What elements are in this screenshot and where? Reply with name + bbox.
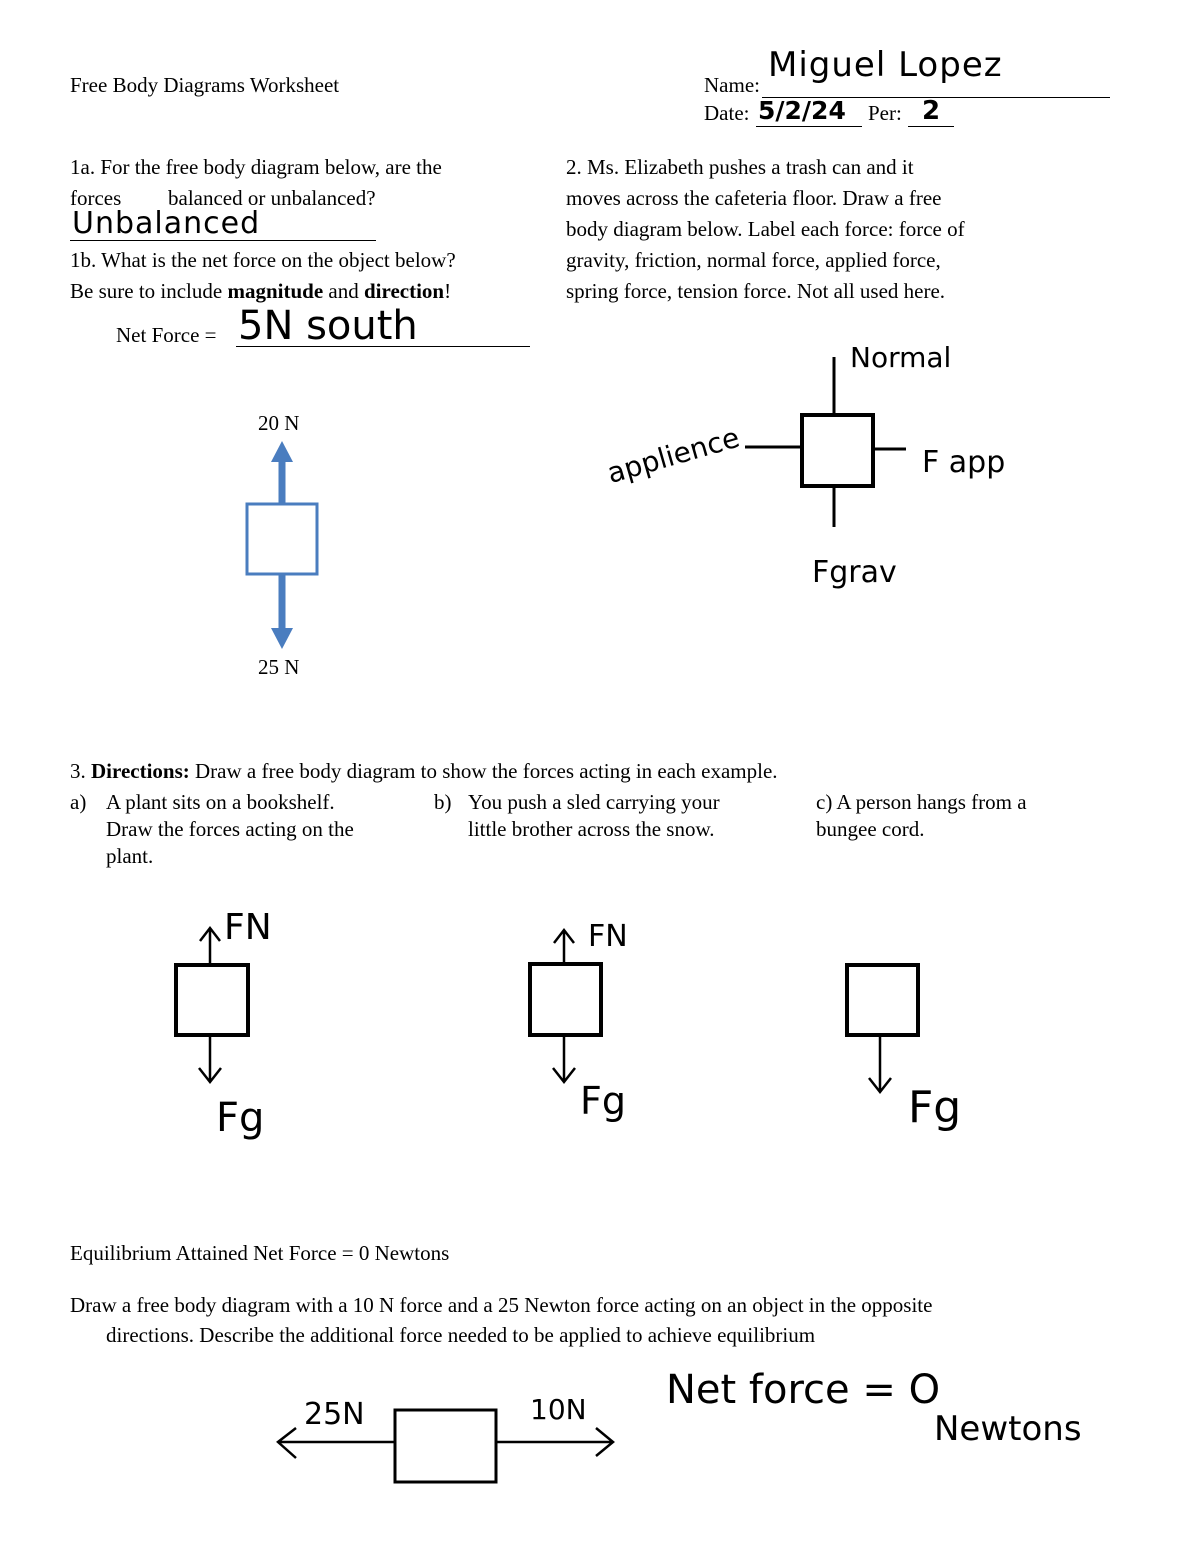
q1-top-force-label: 20 N [258,411,300,435]
worksheet-title: Free Body Diagrams Worksheet [70,73,340,97]
period-label: Per: [868,101,902,125]
q2-line-3: body diagram below. Label each force: force of [566,217,965,241]
q4-left-label: 25N [304,1397,365,1432]
equilibrium-line: Equilibrium Attained Net Force = 0 Newtons [70,1241,450,1265]
q2-line-2: moves across the cafeteria floor. Draw a free [566,186,942,210]
q4-answer-line-1: Net force = O [666,1367,941,1413]
net-force-label: Net Force = [116,323,217,347]
q2-line-5: spring force, tension force. Not all used here. [566,279,946,303]
name-answer: Miguel Lopez [768,45,1003,85]
q2-label-normal: Normal [850,341,952,374]
q3-directions: 3. Directions: Draw a free body diagram to show the forces acting in each example. [70,759,778,783]
q3a-line-3: plant. [106,844,154,868]
q3a-label-fg: Fg [216,1095,265,1141]
q3b-label-fn: FN [588,919,628,954]
q4-object-box [395,1410,496,1482]
q3b-line-2: little brother across the snow. [468,817,715,841]
period-answer: 2 [922,96,941,126]
q3a-line-2: Draw the forces acting on the [106,817,354,841]
q3c-label-fg: Fg [908,1082,962,1133]
q3c-line-2: bungee cord. [816,817,925,841]
q2-line-1: 2. Ms. Elizabeth pushes a trash can and it [566,155,914,179]
name-label: Name: [704,73,760,97]
date-label: Date: [704,101,750,125]
q4-right-arrow [497,1428,613,1456]
q2-label-fapp: F app [922,445,1006,480]
q3a-line-1: A plant sits on a bookshelf. [106,790,335,814]
q3c-line-1: c) A person hangs from a [816,790,1027,814]
q3a-label-fn: FN [224,907,272,948]
q3a-marker: a) [70,790,87,814]
q4-answer-line-2: Newtons [934,1409,1082,1449]
date-answer: 5/2/24 [758,96,846,125]
q1a-line2-part1: forces [70,186,122,210]
q1-bottom-force-label: 25 N [258,655,300,679]
q1b-line2: Be sure to include magnitude and direction! [70,279,452,303]
q1b-line1: 1b. What is the net force on the object below? [70,248,456,272]
q3b-marker: b) [434,790,452,814]
q4-left-arrow [278,1428,394,1458]
q2-label-left: applience [603,420,744,490]
net-force-answer: 5N south [238,303,418,349]
q2-label-fgrav: Fgrav [812,555,897,590]
q2-line-4: gravity, friction, normal force, applied force, [566,248,941,272]
q4-prompt-line-1: Draw a free body diagram with a 10 N force and a 25 Newton force acting on an object in the opposite [70,1293,933,1317]
q1a-line1: 1a. For the free body diagram below, are the [70,155,442,179]
q3b-label-fg: Fg [580,1079,626,1123]
q1a-answer: Unbalanced [72,206,261,241]
q4-prompt-line-2: directions. Describe the additional force needed to be applied to achieve equilibrium [106,1323,816,1347]
q4-right-label: 10N [530,1393,587,1426]
q3b-line-1: You push a sled carrying your [468,790,720,814]
q1a-line2-part2: balanced or unbalanced? [168,186,376,210]
